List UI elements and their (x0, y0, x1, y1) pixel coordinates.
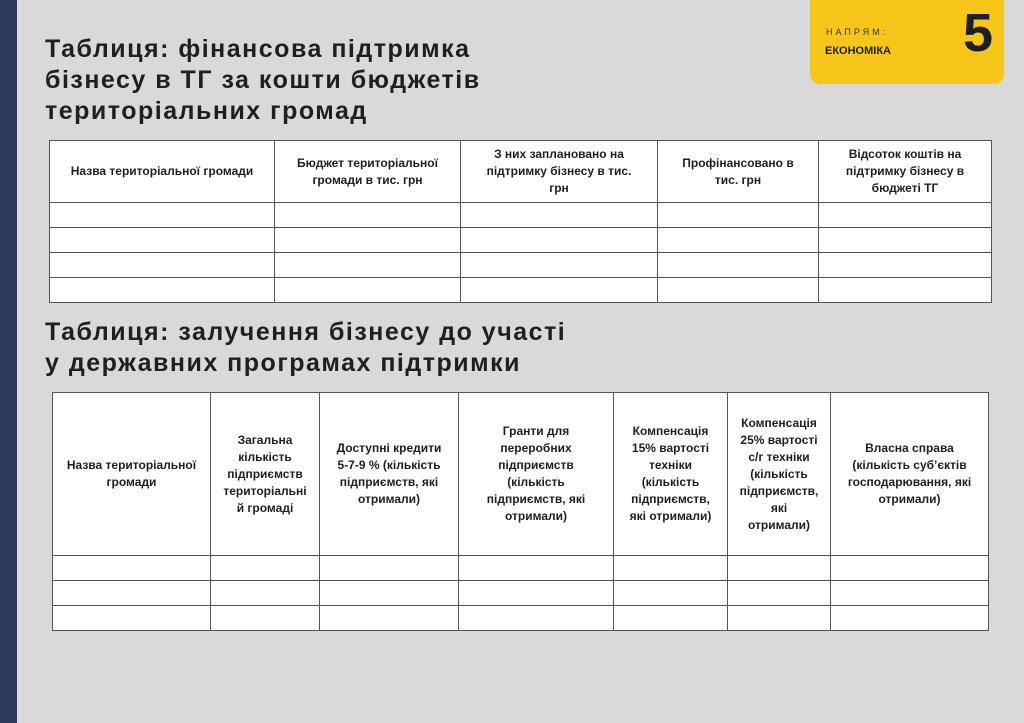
table-cell[interactable] (819, 253, 992, 278)
table-cell[interactable] (459, 556, 614, 581)
badge-number: 5 (963, 3, 994, 63)
table-cell[interactable] (459, 606, 614, 631)
table-cell[interactable] (53, 581, 211, 606)
table-cell[interactable] (728, 606, 831, 631)
table-cell[interactable] (50, 203, 275, 228)
table1-title-line: Таблиця: фінансова підтримка (45, 35, 471, 63)
table-cell[interactable] (614, 606, 728, 631)
table-cell[interactable] (461, 253, 658, 278)
table-cell[interactable] (614, 556, 728, 581)
table-cell[interactable] (658, 278, 819, 303)
column-header: Власна справа (кількість суб’єктів господарювання, які отримали) (831, 393, 989, 556)
column-header: Профінансовано в тис. грн (658, 141, 819, 203)
table2-title (45, 317, 645, 379)
column-header: Відсоток коштів на підтримку бізнесу в бюджеті ТГ (819, 141, 992, 203)
table-cell[interactable] (819, 203, 992, 228)
table-row (50, 228, 992, 253)
table-cell[interactable] (658, 253, 819, 278)
table-cell[interactable] (461, 228, 658, 253)
table-row (50, 203, 992, 228)
table-header-row (50, 141, 992, 203)
table-row (50, 278, 992, 303)
column-header: Компенсація 25% вартості с/г техніки (кількість підприємств, які отримали) (728, 393, 831, 556)
badge-label: НАПРЯМ: (826, 27, 889, 37)
table-cell[interactable] (211, 581, 320, 606)
table1-title-line: територіальних громад (45, 97, 368, 125)
table-cell[interactable] (50, 228, 275, 253)
table-cell[interactable] (275, 203, 461, 228)
table-cell[interactable] (211, 606, 320, 631)
table-cell[interactable] (819, 228, 992, 253)
column-header: Гранти для переробних підприємств (кількість підприємств, які отримали) (459, 393, 614, 556)
table-cell[interactable] (819, 278, 992, 303)
table-cell[interactable] (831, 606, 989, 631)
left-accent-bar (0, 0, 17, 723)
table1-title (45, 34, 605, 127)
table-cell[interactable] (320, 556, 459, 581)
table-row (53, 606, 989, 631)
section-badge (810, 0, 1004, 84)
table-cell[interactable] (658, 203, 819, 228)
column-header: З них заплановано на підтримку бізнесу в тис. грн (461, 141, 658, 203)
table-row (53, 581, 989, 606)
table-cell[interactable] (831, 556, 989, 581)
table1-title-line: бізнесу в ТГ за кошти бюджетів (45, 66, 481, 94)
table-cell[interactable] (53, 606, 211, 631)
table-header-row (53, 393, 989, 556)
column-header: Доступні кредити 5-7-9 % (кількість підприємств, які отримали) (320, 393, 459, 556)
column-header: Назва територіальної громади (50, 141, 275, 203)
table-cell[interactable] (53, 556, 211, 581)
table-cell[interactable] (320, 581, 459, 606)
column-header: Бюджет територіальної громади в тис. грн (275, 141, 461, 203)
table-cell[interactable] (320, 606, 459, 631)
column-header: Назва територіальної громади (53, 393, 211, 556)
table-cell[interactable] (728, 556, 831, 581)
table-cell[interactable] (275, 228, 461, 253)
table-cell[interactable] (658, 228, 819, 253)
column-header: Загальна кількість підприємств територіальні й громаді (211, 393, 320, 556)
column-header: Компенсація 15% вартості техніки (кількість підприємств, які отримали) (614, 393, 728, 556)
budget-support-table (49, 140, 992, 303)
table-cell[interactable] (728, 581, 831, 606)
table-cell[interactable] (831, 581, 989, 606)
table-cell[interactable] (461, 278, 658, 303)
table-cell[interactable] (461, 203, 658, 228)
table-cell[interactable] (459, 581, 614, 606)
table-cell[interactable] (275, 278, 461, 303)
table2-title-line: Таблиця: залучення бізнесу до участі (45, 318, 567, 346)
table-row (50, 253, 992, 278)
table-cell[interactable] (614, 581, 728, 606)
table-cell[interactable] (275, 253, 461, 278)
table-cell[interactable] (211, 556, 320, 581)
table-cell[interactable] (50, 278, 275, 303)
table2-title-line: у державних програмах підтримки (45, 349, 522, 377)
state-programs-table (52, 392, 989, 631)
table-row (53, 556, 989, 581)
table-cell[interactable] (50, 253, 275, 278)
badge-value: ЕКОНОМІКА (825, 45, 891, 57)
